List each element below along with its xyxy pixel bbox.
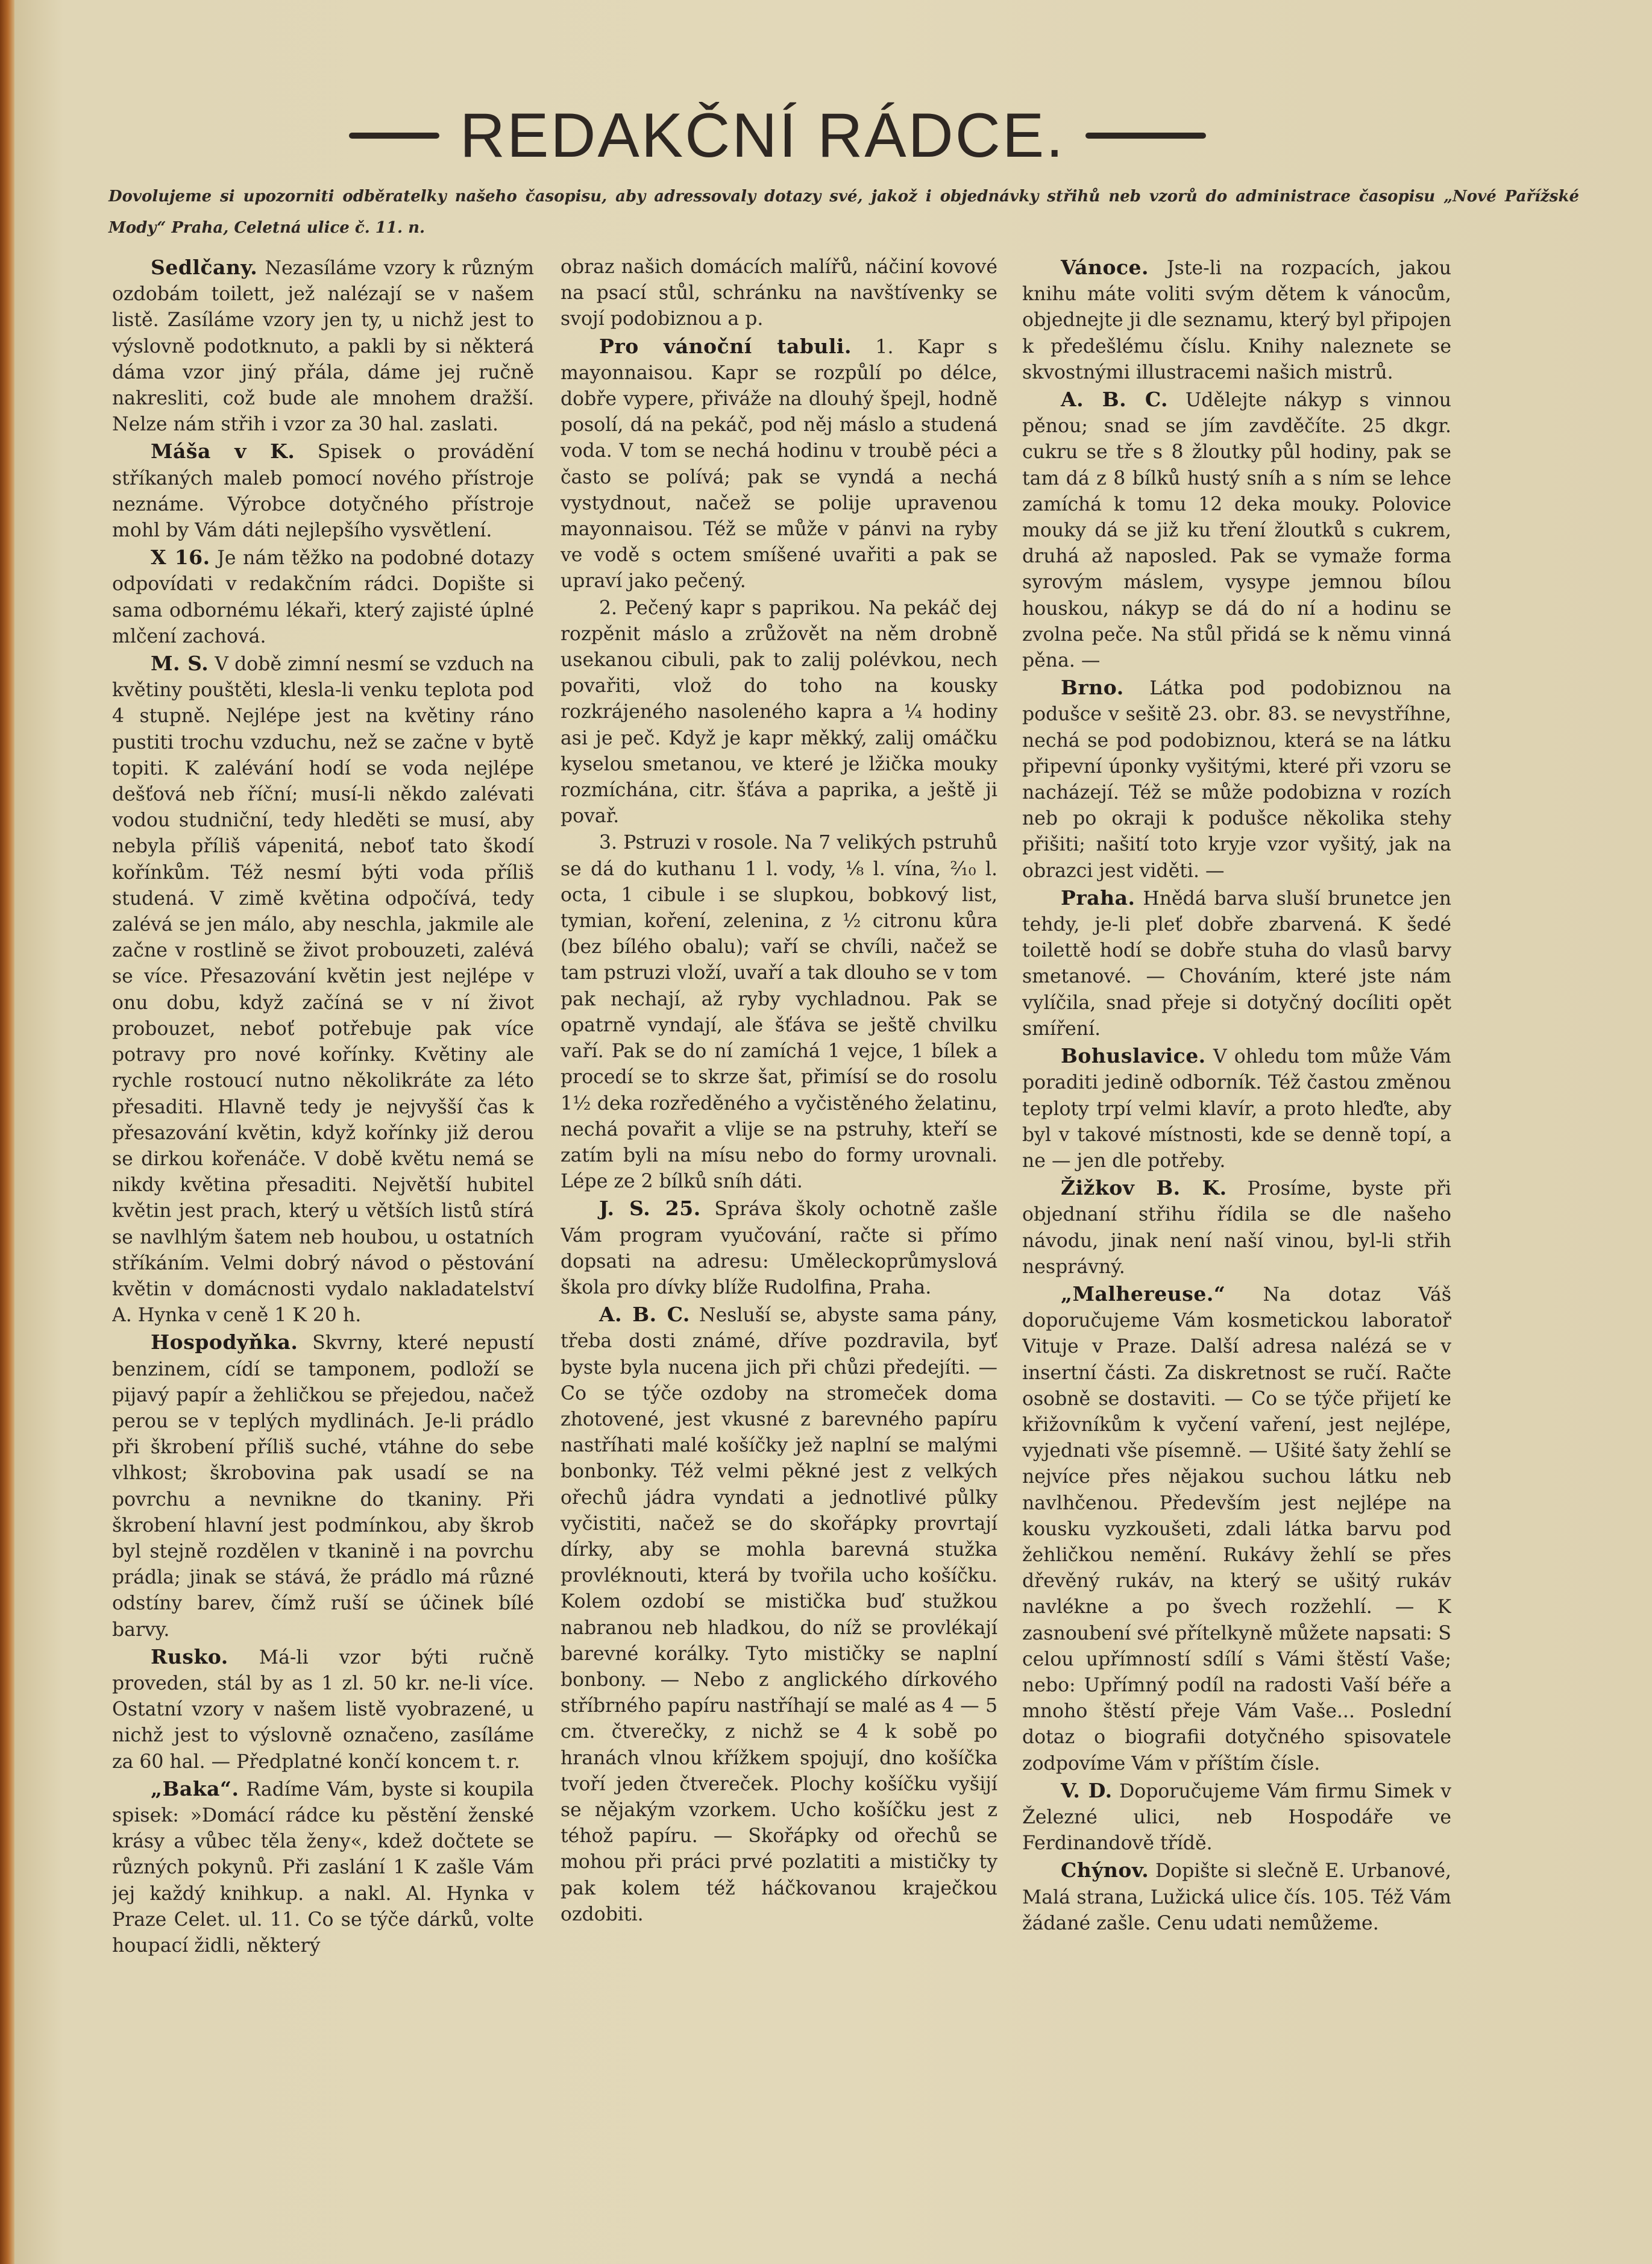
entry-text: 3. Pstruzi v rosole. Na 7 velikých pstruhů se dá do kuthanu 1 l. vody, ⅛ l. vína, ²⁄₁₀ l. octa, 1 cibule i se slupkou, bobkový list, tymian, koření, zelenina, z ½ citronu kůra (bez bílého obalu); vaří se chvíli, načež se tam pstruzi vloží, uvaří a tak dlouho se v tom pak nechají, až ryby vychladnou. Pak se opatrně vyndají, ale šťáva se ještě chvilku vaří. Pak se do ní zamíchá 1 vejce, 1 bílek a procedí se to skrze šat, přimísí se do rosolu 1½ deka rozředěného a vyčistěného želatinu, nechá povařit a vlije se na pstruhy, kteří se zatím byli na mísu nebo do formy urovnali. Lépe ze 2 bílků sníh dáti. [561, 832, 997, 1193]
entry-addressee: Žižkov B. K. [1061, 1176, 1227, 1200]
page-title: REDAKČNÍ RÁDCE. [459, 101, 1066, 171]
advice-entry [112, 1329, 534, 1643]
title-rule-right [1085, 133, 1206, 139]
entry-text: obraz našich domácích malířů, náčiní kovové na psací stůl, schránku na navštívenky se svojí podobiznou a p. [561, 256, 997, 330]
entry-text: Nezasíláme vzory k různým ozdobám toilett, jež nalézají se v našem listě. Zasíláme vzory jen ty, u nichž jest to výslovně podotknuto, a pakli by si některá dáma vzor jiný přála, dáme jej ručně nakresliti, což bude ale mnohem dražší. Nelze nám střih i vzor za 30 hal. zaslati. [112, 257, 534, 436]
advice-entry [561, 830, 997, 1195]
column-right [1022, 254, 1451, 2250]
advice-entry [561, 1195, 997, 1301]
entry-addressee: Rusko. [151, 1644, 228, 1668]
advice-entry [1022, 674, 1451, 884]
entry-addressee: „Malhereuse.“ [1061, 1281, 1226, 1306]
entry-addressee: J. S. 25. [599, 1196, 701, 1221]
entry-text: Jste-li na rozpacích, jakou knihu máte voliti svým dětem k vánocům, objednejte ji dle seznamu, který byl připojen k předešlému číslu. Knihy naleznete se skvostnými illustracemi našich mistrů. [1022, 257, 1451, 383]
entry-text: Dopište si slečně E. Urbanové, Malá strana, Lužická ulice čís. 105. Též Vám žádané zašle. Cenu udati nemůžeme. [1022, 1860, 1451, 1934]
column-left [112, 254, 534, 2250]
entry-text: Prosíme, byste při objednaní střihu řídila se dle našeho návodu, jinak není naší vinou, byl-li střih nesprávný. [1022, 1178, 1451, 1278]
advice-entry [112, 544, 534, 650]
advice-entry [1022, 386, 1451, 674]
advice-entry [1022, 1175, 1451, 1280]
entry-addressee: V. D. [1061, 1778, 1113, 1802]
entry-text: Správa školy ochotně zašle Vám program vyučování, račte si přímo dopsati na adresu: Uměleckoprůmyslová škola pro dívky blíže Rudolfina, Praha. [561, 1198, 997, 1298]
entry-text: Nesluší se, abyste sama pány, třeba dosti známé, dříve pozdravila, byť byste byla nucena jich při chůzi předejíti. — Co se týče ozdoby na stromeček doma zhotovené, jest vkusné z barevného papíru nastříhati malé košíčky jež naplní se malými bonbonky. Též velmi pěkné jest z velkých ořechů jádra vyndati a jednotlivé půlky vyčistiti, načež se do skořápky provrtají dírky, aby se mohla barevná stužka provléknouti, která by tvořila ucho košíčku. Kolem ozdobí se mistička buď stužkou nabranou neb hladkou, do níž se provlékají barevné korálky. Tyto mističky se naplní bonbony. — Nebo z anglického dírkového stříbrného papíru nastříhají se malé as 4 — 5 cm. čtverečky, z nichž se 4 k sobě po hranách vlnou křížkem spojují, dno košíčka tvoří jeden čtvereček. Plochy košíčku vyšijí se nějakým vzorkem. Ucho košíčku jest z téhož papíru. — Skořápky od ořechů se mohou při práci prvé pozlatiti a mističky ty pak kolem též háčkovanou kraječkou ozdobiti. [561, 1304, 997, 1925]
advice-entry [561, 333, 997, 595]
entry-text: Hnědá barva sluší brunetce jen tehdy, je-li pleť dobře zbarvená. K šedé toilettě hodí se dobře stuha do vlasů barvy smetanové. — Chováním, které jste nám vylíčila, snad přeje si dotyčný docíliti opět smíření. [1022, 887, 1451, 1040]
advice-entry [561, 254, 997, 333]
page-header [362, 96, 1193, 175]
entry-text: 1. Kapr s mayonnaisou. Kapr se rozpůlí po délce, dobře vypere, přiváže na dlouhý špejl, hodně posolí, dá na pekáč, pod něj máslo a studená voda. V tom se nechá hodinu v troubě péci a často se polívá; pak se vyndá a nechá vystydnout, načež se polije upravenou mayonnaisou. Též se může v pánvi na ryby ve vodě s octem smíšené uvařiti a pak se upraví jako pečený. [561, 336, 997, 593]
advice-entry [561, 1301, 997, 1928]
entry-addressee: Praha. [1061, 885, 1135, 910]
entry-text: Udělejte nákyp s vinnou pěnou; snad se jím zavděčíte. 25 dkgr. cukru se tře s 8 žloutky půl hodiny, pak se tam dá z 8 bílků hustý sníh a s ním se lehce zamíchá k tomu 12 deka mouky. Polovice mouky dá se již ku tření žloutků s cukrem, druhá až naposled. Pak se vymaže forma syrovým máslem, vysype jemnou bílou houskou, nákyp se dá do ní a hodinu se zvolna peče. Na stůl přidá se k němu vinná pěna. — [1022, 389, 1451, 672]
entry-addressee: A. B. C. [599, 1303, 690, 1327]
entry-text: Na dotaz Váš doporučujeme Vám kosmetickou laboratoř Vituje v Praze. Další adresa nalézá se v insertní části. Za diskretnost se ručí. Račte osobně se dostaviti. — Co se týče přijetí ke křižovníkům k vyčení vaření, jest nejlépe, vyjednati vše písemně. — Ušité šaty žehlí se nejvíce přes nějakou suchou látku neb navlhčenou. Především jest nejlépe na kousku vyzkoušeti, zdali látka barvu pod žehličkou nemění. Rukávy žehlí se přes dřevěný rukáv, na který se ušitý rukáv navlékne a po švech rozžehlí. — K zasnoubení své přítelkyně můžete napsati: S celou upřímností sdílí s Vámi štěstí Vaše; nebo: Upřímný podíl na radosti Vaší béře a mnoho štěstí přeje Vám Vaše... Poslední dotaz o biografii dotyčného spisovatele zodpovíme Vám v příštím čísle. [1022, 1283, 1451, 1775]
entry-addressee: Vánoce. [1061, 256, 1149, 279]
advice-entry [112, 1644, 534, 1775]
entry-text: Látka pod podobiznou na podušce v sešitě 23. obr. 83. se nevystříhne, nechá se pod podobiznou, která se na látku připevní úponky vyšitými, které při vzoru se nacházejí. Též se může podobizna v rozích neb po okraji k podušce několika stehy přišiti; našití toto kryje vzor vyšitý, jak na obrazci jest viděti. — [1022, 678, 1451, 882]
advice-entry [1022, 1778, 1451, 1857]
entry-addressee: X 16. [151, 546, 210, 570]
advice-entry [1022, 1281, 1451, 1777]
entry-text: Spisek o provádění stříkaných maleb pomocí nového přístroje neznáme. Výrobce dotyčného přístroje mohl by Vám dáti nejlepšího vysvětlení. [112, 441, 534, 542]
entry-addressee: A. B. C. [1061, 388, 1169, 412]
entry-addressee: Brno. [1061, 676, 1124, 700]
advice-entry [112, 438, 534, 544]
entry-addressee: M. S. [151, 652, 209, 676]
entry-addressee: Chýnov. [1061, 1858, 1149, 1882]
entry-addressee: Hospodyňka. [151, 1330, 298, 1354]
entry-text: Je nám těžko na podobné dotazy odpovídati v redakčním rádci. Dopište si sama odbornému lékaři, který zajisté úplné mlčení zachová. [112, 547, 534, 647]
entry-addressee: „Baka“. [151, 1776, 239, 1800]
entry-addressee: Sedlčany. [151, 256, 258, 279]
entry-addressee: Máša v K. [151, 439, 295, 464]
entry-text: 2. Pečený kapr s paprikou. Na pekáč dej rozpěnit máslo a zrůžovět na něm drobně usekanou cibuli, pak to zalij polévkou, nech povařiti, vlož do toho na kousky rozkrájeného nasoleného kapra a ¼ hodiny asi je peč. Když je kapr měkký, zalij omáčku kyselou smetanou, ve které je lžička mouky rozmíchána, citr. šťáva a paprika, a ještě ji povař. [561, 597, 997, 828]
advice-entry [1022, 254, 1451, 386]
binding-spine [0, 0, 14, 2264]
column-middle [561, 254, 997, 2250]
advice-entry [1022, 1043, 1451, 1174]
entry-addressee: Bohuslavice. [1061, 1044, 1206, 1068]
advice-entry [1022, 1857, 1451, 1937]
entry-text: Má-li vzor býti ručně proveden, stál by as 1 zl. 50 kr. ne-li více. Ostatní vzory v našem listě vyobrazené, u nichž jest to výslovně označeno, zasíláme za 60 hal. — Předplatné končí koncem t. r. [112, 1646, 534, 1773]
advice-entry [112, 254, 534, 438]
advice-entry [1022, 885, 1451, 1042]
entry-text: Radíme Vám, byste si koupila spisek: »Domácí rádce ku pěstění ženské krásy a vůbec těla ženy«, kdež dočtete se různých pokynů. Při zaslání 1 K zašle Vám jej každý knihkup. a nakl. Al. Hynka v Praze Celet. ul. 11. Co se týče dárků, volte houpací židli, některý [112, 1778, 534, 1957]
advice-entry [112, 650, 534, 1329]
entry-text: Doporučujeme Vám firmu Simek v Železné ulici, neb Hospodáře ve Ferdinandově třídě. [1022, 1780, 1451, 1855]
advice-entry [561, 596, 997, 830]
subscriber-notice: Dovolujeme si upozorniti odběratelky našeho časopisu, aby adressovaly dotazy své, jakož i objednávky střihů neb vzorů do administrace časopisu „Nové Pařížské Mody“ Praha, Celetná ulice č. 11. n. [108, 187, 1579, 237]
advice-entry [112, 1776, 534, 1959]
entry-text: Skvrny, které nepustí benzinem, cídí se tamponem, podloží se pijavý papír a žehličkou se přejedou, načež perou se v teplých mydlinách. Je-li prádlo při škrobení příliš suché, vtáhne do sebe vlhkost; škrobovina pak usadí se na povrchu a nevnikne do tkaniny. Při škrobení hlavní jest podmínkou, aby škrob byl stejně rozdělen v tkanině i na povrchu prádla; jinak se stává, že prádlo má různé odstíny barev, čímž ruší se účinek bílé barvy. [112, 1332, 534, 1641]
title-rule-left [349, 133, 439, 139]
entry-addressee: Pro vánoční tabuli. [599, 334, 852, 358]
entry-text: V ohledu tom může Vám poraditi jedině odborník. Též častou změnou teploty trpí velmi klavír, a proto hleďte, aby byl v takové místnosti, kde se denně topí, a ne — jen dle potřeby. [1022, 1046, 1451, 1172]
entry-text: V době zimní nesmí se vzduch na květiny pouštěti, klesla-li venku teplota pod 4 stupně. Nejlépe jest na květiny ráno pustiti trochu vzduchu, než se začne v bytě topiti. K zalévání hodí se voda nejlépe dešťová neb říční; musí-li někdo zalévati vodou studniční, tedy hleděti se musí, aby nebyla příliš vápenitá, neboť tato škodí kořínkům. Též nesmí býti voda příliš studená. V zimě květina odpočívá, tedy zalévá se jen málo, aby neschla, jakmile ale začne v rostlině se život probouzeti, zalévá se více. Přesazování květin jest nejlépe v onu dobu, když začíná se v ní život probouzet, neboť potřebuje pak více potravy pro nové kořínky. Květiny ale rychle rostoucí nutno několikráte za léto přesaditi. Hlavně tedy je nejvyšší čas k přesazování květin, když kořínky již derou se dirkou kořenáče. V době květu nemá se nikdy květina přesaditi. Největší hubitel květin jest prach, který u větších listů stírá se navlhlým šatem neb houbou, u ostatních stříkáním. Velmi dobrý návod o pěstování květin v domácnosti vydalo nakladatelství A. Hynka v ceně 1 K 20 h. [112, 653, 534, 1327]
